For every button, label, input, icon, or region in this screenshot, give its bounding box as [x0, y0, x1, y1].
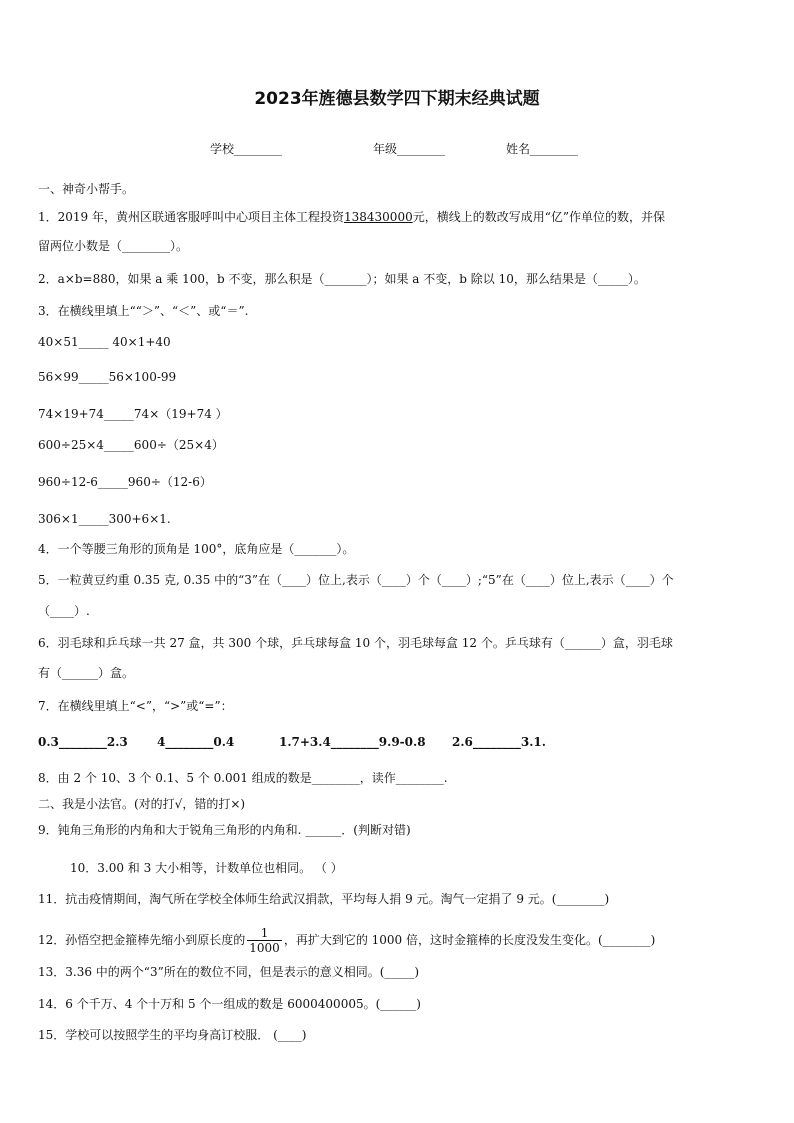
- question-3-item: 600÷25×4_____600÷（25×4）: [38, 438, 224, 452]
- question-5-line1: 5．一粒黄豆约重 0.35 克, 0.35 中的“3”在（____）位上,表示（____）个（____）;“5”在（____）位上,表示（____）个: [38, 573, 674, 587]
- question-3-item: 56×99_____56×100-99: [38, 370, 177, 384]
- question-3-item: 74×19+74_____74×（19+74 ）: [38, 407, 228, 421]
- question-7: 7．在横线里填上“<”，“>”或“=”：: [38, 699, 233, 713]
- question-5-line2: （____）.: [38, 604, 90, 618]
- question-3-item: 306×1_____300+6×1.: [38, 512, 171, 526]
- section-heading-2: 二、我是小法官。(对的打√，错的打×): [38, 797, 246, 811]
- school-field: 学校________: [210, 142, 283, 156]
- question-2: 2．a×b=880，如果 a 乘 100，b 不变，那么积是（_______）；如果 a 不变，b 除以 10，那么结果是（_____）。: [38, 272, 646, 286]
- question-6-line1: 6．羽毛球和乒乓球一共 27 盒，共 300 个球，乒乓球每盒 10 个，羽毛球每盒 12 个。乒乓球有（______）盒，羽毛球: [38, 636, 673, 650]
- grade-field: 年级________: [373, 142, 446, 156]
- question-9: 9．钝角三角形的内角和大于锐角三角形的内角和. ______．(判断对错): [38, 823, 411, 837]
- question-12: [38, 920, 655, 960]
- question-3-item: 960÷12-6_____960÷（12-6）: [38, 475, 212, 489]
- question-7-item: 1.7+3.4________9.9-0.8: [279, 735, 426, 749]
- question-1: [38, 209, 665, 225]
- question-14: 14．6 个千万、4 个十万和 5 个一组成的数是 6000400005。(______): [38, 997, 421, 1011]
- page-title: 2023年旌德县数学四下期末经典试题: [254, 89, 540, 109]
- fraction-denominator: 1000: [249, 941, 280, 955]
- question-3-item: 40×51_____ 40×1+40: [38, 335, 171, 349]
- question-7-item: 0.3________2.3: [38, 735, 128, 749]
- question-1-number: 138430000: [344, 210, 413, 224]
- question-1-line2: 留两位小数是（________）。: [38, 239, 189, 253]
- question-1-post: 元，横线上的数改写成用“亿”作单位的数，并保: [412, 210, 665, 224]
- question-1-pre: 1．2019 年，黄州区联通客服呼叫中心项目主体工程投资: [38, 210, 344, 224]
- question-13: 13．3.36 中的两个“3”所在的数位不同，但是表示的意义相同。(_____): [38, 965, 420, 979]
- question-6-line2: 有（______）盒。: [38, 666, 135, 680]
- question-10: 10．3.00 和 3 大小相等，计数单位也相同。 （ ）: [70, 861, 343, 875]
- question-12-pre: 12．孙悟空把金箍棒先缩小到原长度的: [38, 933, 246, 947]
- question-15: 15．学校可以按照学生的平均身高订校服． (____): [38, 1028, 307, 1042]
- question-12-post: ，再扩大到它的 1000 倍，这时金箍棒的长度没发生变化。(________): [283, 933, 656, 947]
- question-11: 11．抗击疫情期间，淘气所在学校全体师生给武汉捐款，平均每人捐 9 元。淘气一定捐了 9 元。(________): [38, 892, 610, 906]
- question-4: 4．一个等腰三角形的顶角是 100°，底角应是（_______）。: [38, 542, 355, 556]
- question-7-item: 2.6________3.1.: [452, 735, 546, 749]
- question-8: 8．由 2 个 10、3 个 0.1、5 个 0.001 组成的数是________，读作________.: [38, 771, 448, 785]
- fraction: [247, 926, 282, 955]
- name-field: 姓名________: [506, 142, 579, 156]
- fraction-numerator: 1: [247, 926, 282, 941]
- section-heading-1: 一、神奇小帮手。: [38, 182, 135, 196]
- question-7-item: 4________0.4: [157, 735, 235, 749]
- question-3: 3．在横线里填上““＞”、“＜”、或“＝”.: [38, 304, 249, 318]
